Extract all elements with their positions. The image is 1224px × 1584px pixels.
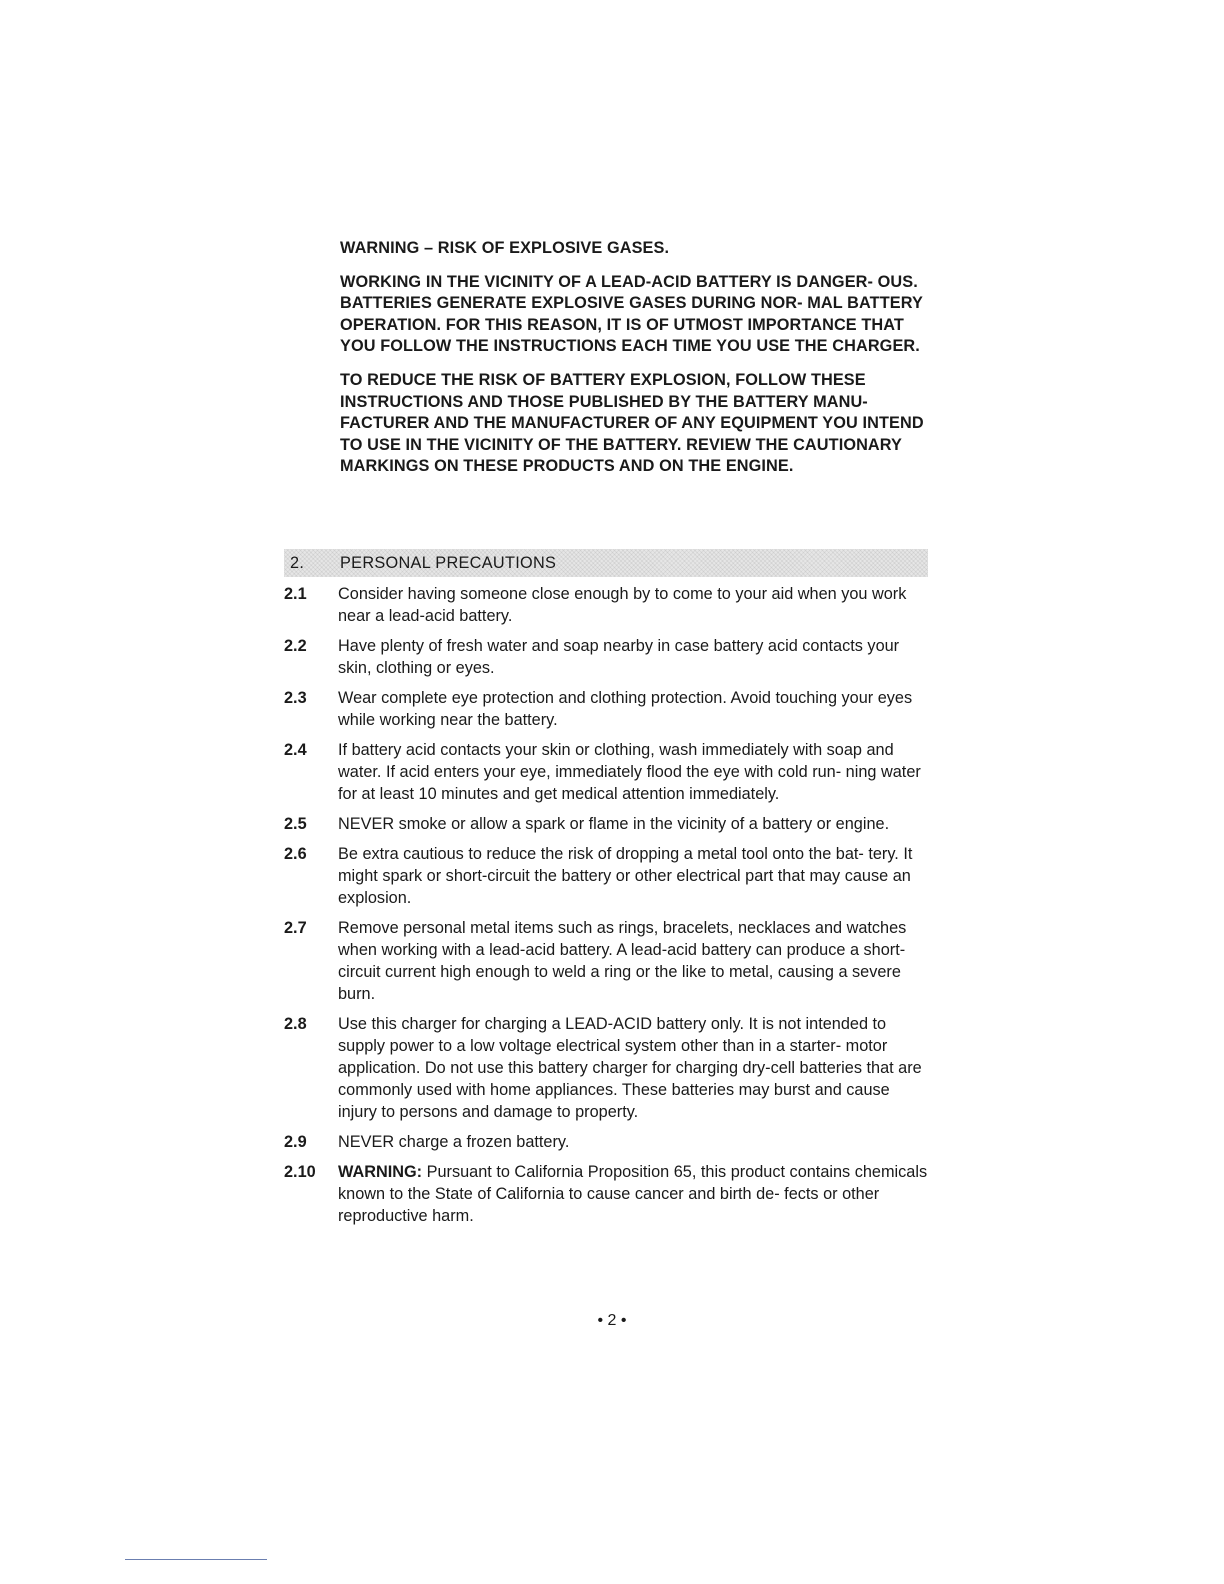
item-number: 2.9: [284, 1133, 307, 1151]
list-item: [284, 1131, 932, 1153]
item-number: 2.1: [284, 585, 307, 603]
item-number: 2.5: [284, 815, 307, 833]
item-warning-label: WARNING:: [338, 1163, 423, 1181]
item-text: [338, 1161, 932, 1227]
item-text: Have plenty of fresh water and soap nearby in case battery acid contacts your skin, clothing or eyes.: [338, 637, 900, 677]
item-warning-text: Pursuant to California Proposition 65, this product contains chemicals known to the State of California to cause cancer and birth de- fects or other reproductive harm.: [338, 1163, 928, 1225]
list-item: [284, 635, 932, 679]
item-number: 2.4: [284, 741, 307, 759]
list-item: [284, 687, 932, 731]
item-number: 2.8: [284, 1015, 307, 1033]
precautions-list: [284, 583, 932, 1235]
list-item: [284, 843, 932, 909]
item-number: 2.3: [284, 689, 307, 707]
list-item: [284, 813, 932, 835]
list-item: [284, 917, 932, 1005]
item-number: 2.7: [284, 919, 307, 937]
item-text: If battery acid contacts your skin or clothing, wash immediately with soap and water. If acid enters your eye, immediately flood the eye with cold run- ning water for at least 10 minutes and get medical attention immediately.: [338, 741, 921, 803]
warning-paragraph-1: WORKING IN THE VICINITY OF A LEAD-ACID BATTERY IS DANGER- OUS. BATTERIES GENERATE EXPLOSIVE GASES DURING NOR- MAL BATTERY OPERATION. FOR THIS REASON, IT IS OF UTMOST IMPORTANCE THAT YOU FOLLOW THE INSTRUCTIONS EACH TIME YOU USE THE CHARGER.: [340, 272, 923, 356]
warning-paragraph-2: TO REDUCE THE RISK OF BATTERY EXPLOSION, FOLLOW THESE INSTRUCTIONS AND THOSE PUBLISHED BY THE BATTERY MANU- FACTURER AND THE MANUFACTURER OF ANY EQUIPMENT YOU INTEND TO USE IN THE VICINITY OF THE BATTERY. REVIEW THE CAUTIONARY MARKINGS ON THESE PRODUCTS AND ON THE ENGINE.: [340, 370, 924, 476]
warning-block: [340, 238, 932, 490]
list-item: [284, 1161, 932, 1227]
item-number: 2.2: [284, 637, 307, 655]
bottom-divider: [125, 1559, 267, 1560]
list-item: [284, 739, 932, 805]
item-text: Consider having someone close enough by to come to your aid when you work near a lead-acid battery.: [338, 585, 907, 625]
section-number: 2.: [290, 553, 305, 572]
item-text: NEVER smoke or allow a spark or flame in the vicinity of a battery or engine.: [338, 815, 890, 833]
warning-title: WARNING – RISK OF EXPLOSIVE GASES.: [340, 239, 670, 257]
item-number: 2.6: [284, 845, 307, 863]
item-text: Be extra cautious to reduce the risk of dropping a metal tool onto the bat- tery. It might spark or short-circuit the battery or other electrical part that may cause an explosion.: [338, 845, 913, 907]
item-text: Use this charger for charging a LEAD-ACID battery only. It is not intended to supply power to a low voltage electrical system other than in a starter- motor application. Do not use this battery charger for charging dry-cell batteries that are commonly used with home appliances. These batteries may burst and cause injury to persons and damage to property.: [338, 1015, 922, 1121]
list-item: [284, 1013, 932, 1123]
item-text: Wear complete eye protection and clothing protection. Avoid touching your eyes while working near the battery.: [338, 689, 913, 729]
page-number: • 2 •: [597, 1312, 627, 1329]
section-title: PERSONAL PRECAUTIONS: [340, 553, 557, 572]
section-header: [284, 549, 928, 577]
list-item: [284, 583, 932, 627]
item-number: 2.10: [284, 1163, 316, 1181]
item-text: Remove personal metal items such as rings, bracelets, necklaces and watches when working with a lead-acid battery. A lead-acid battery can produce a short-circuit current high enough to weld a ring or the like to metal, causing a severe burn.: [338, 919, 907, 1003]
item-text: NEVER charge a frozen battery.: [338, 1133, 570, 1151]
